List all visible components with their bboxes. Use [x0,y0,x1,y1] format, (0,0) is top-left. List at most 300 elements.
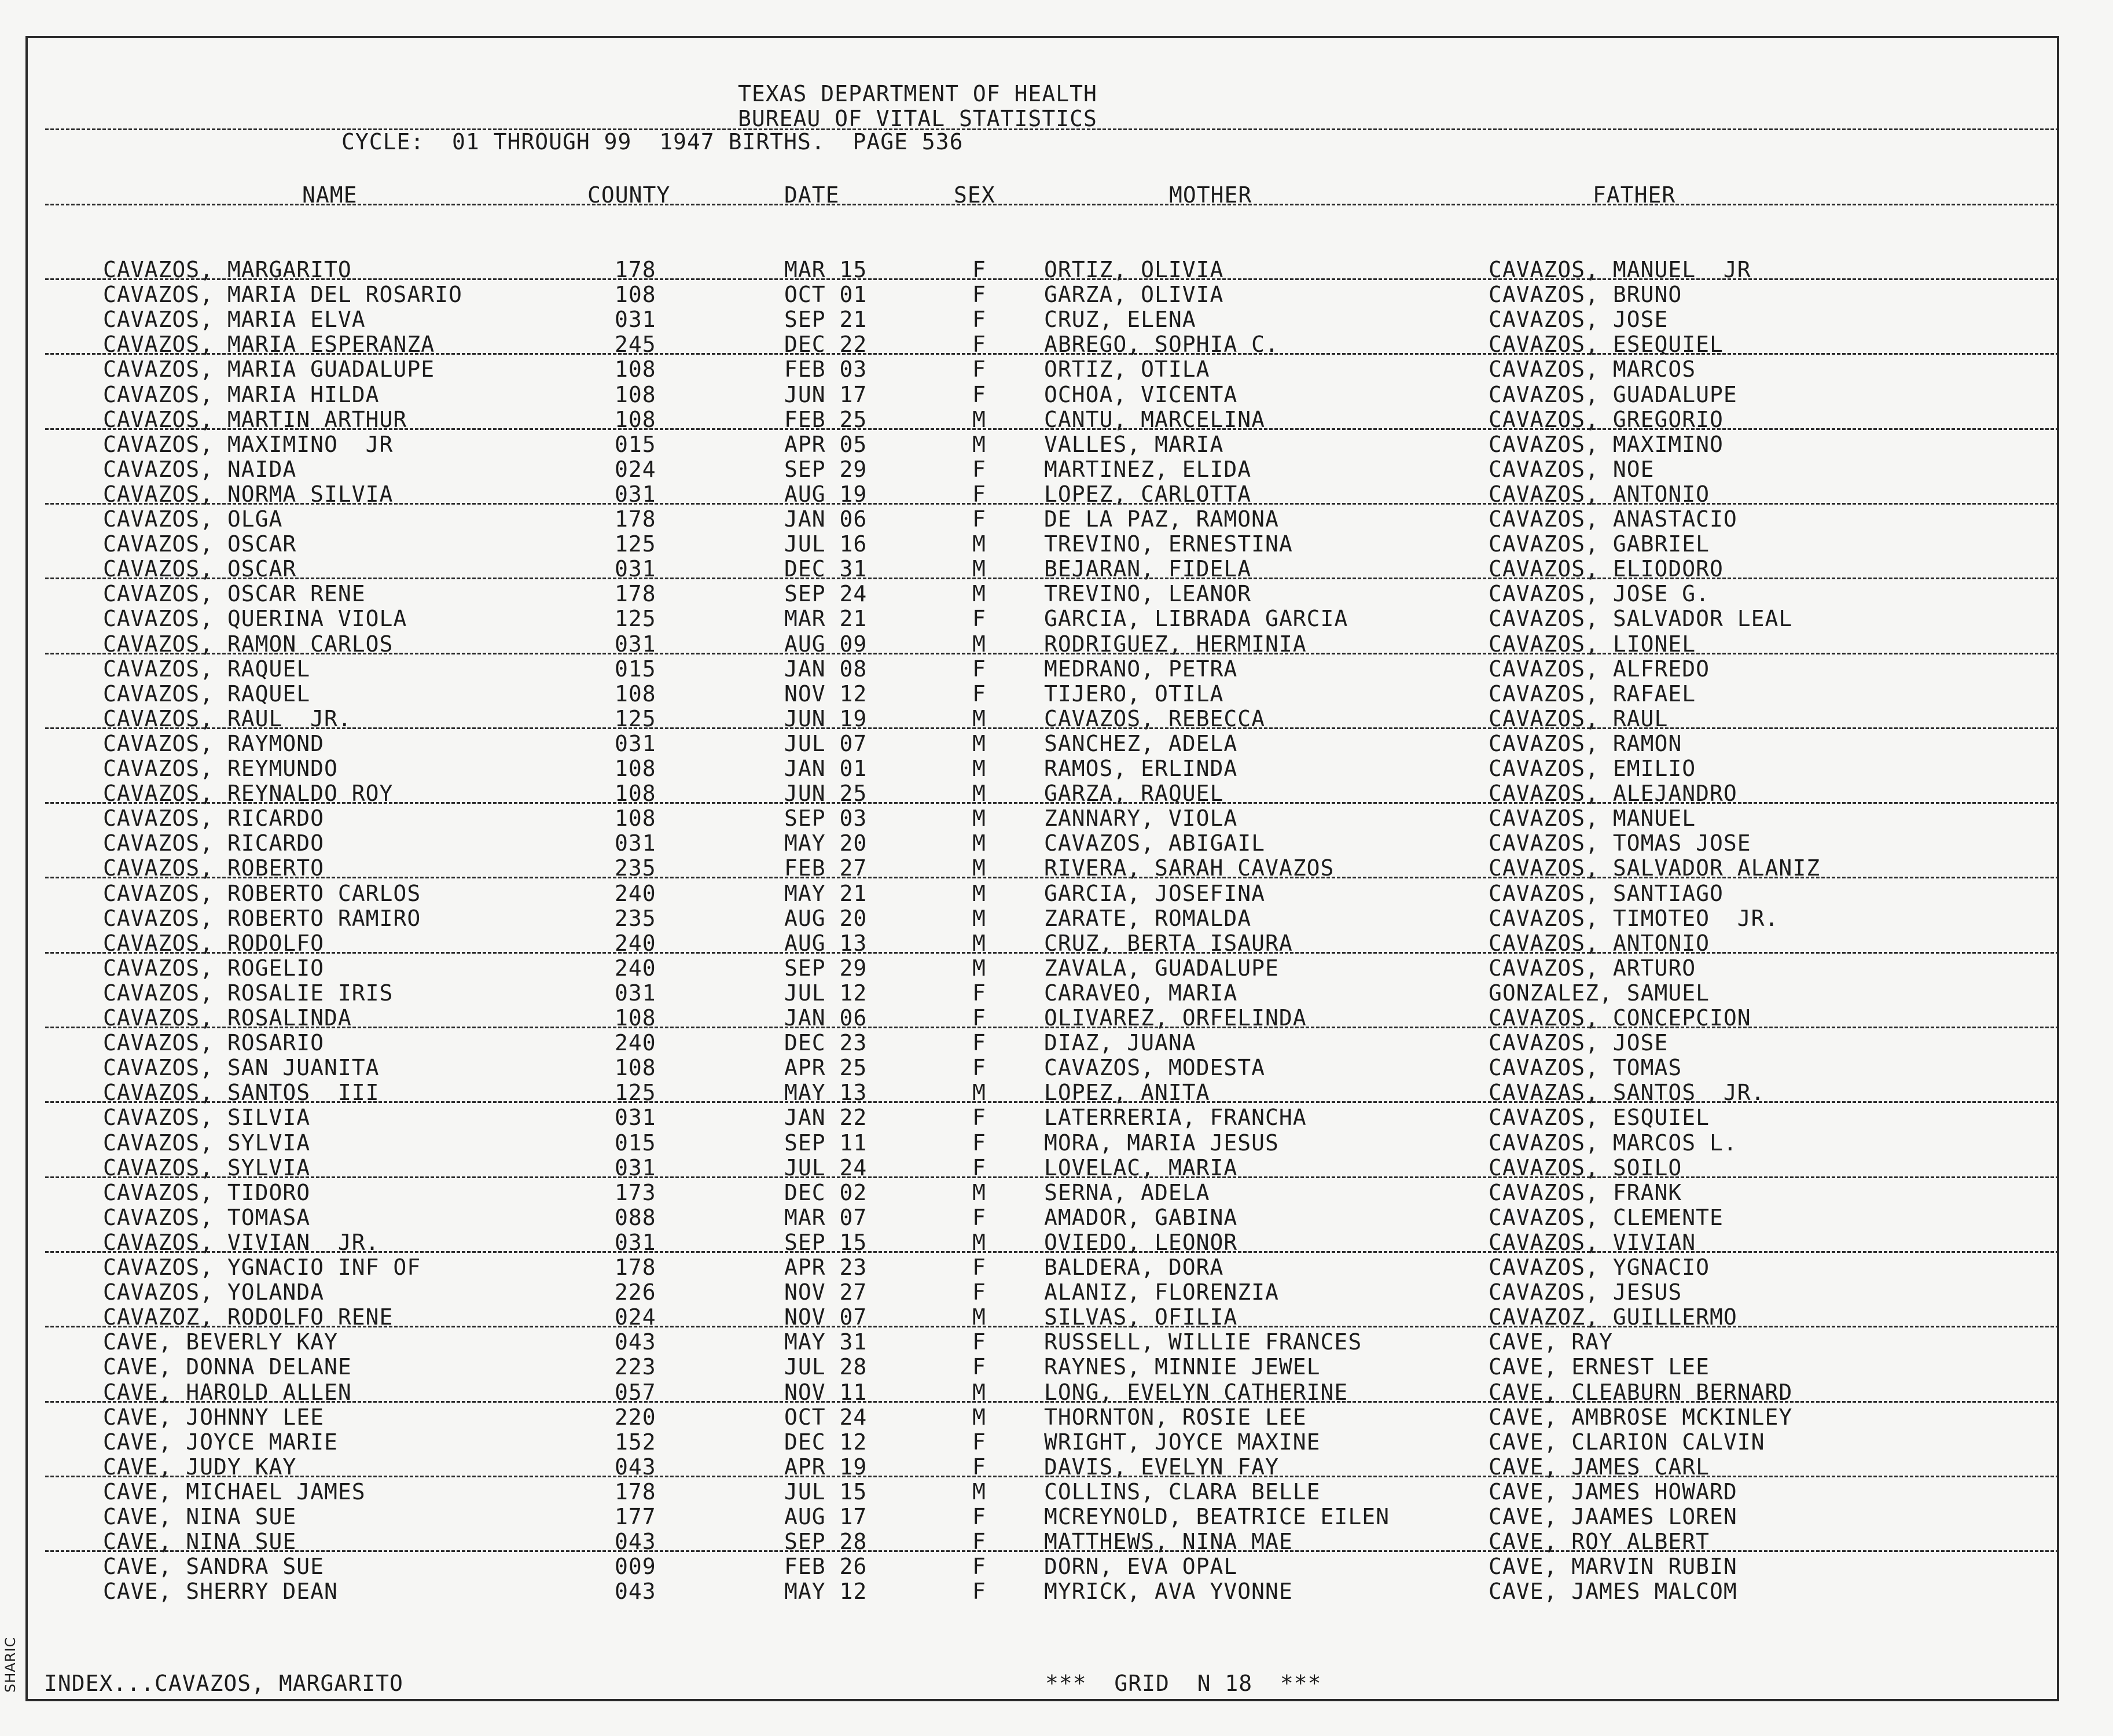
cell-mother: COLLINS, CLARA BELLE [1044,1478,1321,1505]
cell-father: CAVE, AMBROSE MCKINLEY [1489,1404,1793,1430]
cell-name: CAVAZOS, RICARDO [103,830,325,856]
cell-name: CAVAZOS, RODOLFO [103,930,325,956]
cell-father: CAVAZOS, MARCOS L. [1489,1130,1737,1156]
cell-date: JUN 19 [784,705,868,731]
cell-sex: M [972,1080,986,1106]
cell-county: 031 [615,556,656,582]
cell-mother: RODRIGUEZ, HERMINIA [1044,631,1307,657]
cell-name: CAVAZOS, MARIA ELVA [103,307,366,333]
table-row [0,1281,2113,1306]
cell-name: CAVE, MICHAEL JAMES [103,1478,366,1505]
table-row [0,308,2113,333]
cell-father: CAVAZOS, ARTURO [1489,955,1696,981]
cell-sex: M [972,1179,986,1205]
cell-date: APR 19 [784,1454,868,1480]
table-row [0,982,2113,1007]
cell-sex: F [972,1504,986,1529]
cell-county: 043 [615,1529,656,1555]
cell-father: CAVAZOS, GABRIEL [1489,531,1710,557]
cell-father: CAVAZOS, CLEMENTE [1489,1204,1724,1230]
cell-father: CAVAZOS, ANASTACIO [1489,506,1737,532]
cell-name: CAVAZOS, SYLVIA [103,1154,311,1180]
cell-county: 108 [615,1005,656,1031]
table-row [0,458,2113,483]
cell-sex: F [972,1554,986,1580]
cell-county: 031 [615,1229,656,1255]
cell-county: 043 [615,1329,656,1355]
cell-father: CAVAZOS, MARCOS [1489,356,1696,382]
cell-sex: M [972,406,986,432]
cell-father: CAVAZOS, JOSE [1489,1030,1669,1056]
cell-name: CAVAZOS, YOLANDA [103,1279,325,1305]
cell-father: CAVAZOS, YGNACIO [1489,1255,1710,1280]
cell-name: CAVAZOS, SAN JUANITA [103,1055,380,1081]
cell-county: 057 [615,1379,656,1405]
cell-father: CAVAZOS, CONCEPCION [1489,1005,1751,1031]
cell-name: CAVAZOS, TIDORO [103,1179,311,1205]
cell-mother: ALANIZ, FLORENZIA [1044,1279,1279,1305]
cell-sex: F [972,606,986,632]
cell-name: CAVE, SHERRY DEAN [103,1579,338,1605]
cell-name: CAVAZOS, ROBERTO [103,855,325,881]
cell-name: CAVAZOS, MARIA HILDA [103,381,380,407]
cell-name: CAVAZOS, ROBERTO CARLOS [103,880,421,906]
cell-date: NOV 07 [784,1304,868,1330]
cell-name: CAVAZOS, OSCAR [103,556,297,582]
cell-name: CAVAZOS, MARTIN ARTHUR [103,406,407,432]
cell-date: JUL 24 [784,1154,868,1180]
cell-sex: F [972,456,986,482]
cell-mother: LATERRERIA, FRANCHA [1044,1105,1307,1131]
cell-sex: F [972,1005,986,1031]
cell-father: CAVAZOS, FRANK [1489,1179,1682,1205]
cell-sex: F [972,1030,986,1056]
cell-county: 108 [615,381,656,407]
cell-name: CAVE, BEVERLY KAY [103,1329,338,1355]
cell-date: FEB 26 [784,1554,868,1580]
cell-county: 178 [615,257,656,282]
cell-name: CAVAZOS, SYLVIA [103,1130,311,1156]
cell-date: MAY 13 [784,1080,868,1106]
column-header-county: COUNTY [587,182,671,208]
cell-father: CAVAZOS, NOE [1489,456,1655,482]
cell-county: 108 [615,681,656,707]
table-row [0,658,2113,683]
cell-mother: LOPEZ, CARLOTTA [1044,481,1252,507]
cell-name: CAVAZOS, REYNALDO ROY [103,781,394,807]
row-rule [45,278,2059,280]
cell-mother: CAVAZOS, REBECCA [1044,705,1266,731]
table-row [0,358,2113,383]
column-header-sex: SEX [954,182,995,208]
cell-name: CAVAZOS, YGNACIO INF OF [103,1255,421,1280]
cell-sex: F [972,381,986,407]
cell-mother: THORNTON, ROSIE LEE [1044,1404,1307,1430]
row-rule [45,353,2059,355]
cell-father: CAVAZOS, ESEQUIEL [1489,332,1724,358]
cell-date: JUL 12 [784,980,868,1006]
cell-father: CAVAZOS, TIMOTEO JR. [1489,905,1779,931]
cell-date: JAN 01 [784,756,868,781]
cycle-line: CYCLE: 01 THROUGH 99 1947 BIRTHS. PAGE 536 [341,129,964,155]
cell-father: CAVAZOS, JESUS [1489,1279,1682,1305]
cell-county: 108 [615,1055,656,1081]
cell-sex: F [972,1130,986,1156]
cell-date: SEP 29 [784,456,868,482]
cell-date: OCT 24 [784,1404,868,1430]
cell-father: CAVAZOS, TOMAS [1489,1055,1682,1081]
cell-sex: F [972,481,986,507]
cell-name: CAVE, SANDRA SUE [103,1554,325,1580]
cell-county: 178 [615,581,656,607]
row-rule [45,653,2059,654]
cell-mother: RAMOS, ERLINDA [1044,756,1238,781]
cell-mother: BEJARAN, FIDELA [1044,556,1252,582]
cell-county: 178 [615,1478,656,1505]
cell-date: JUL 16 [784,531,868,557]
cell-name: CAVAZOS, NORMA SILVIA [103,481,394,507]
cell-county: 125 [615,606,656,632]
table-row [0,1555,2113,1580]
cell-county: 108 [615,756,656,781]
row-rule [45,1251,2059,1253]
cell-county: 235 [615,855,656,881]
cell-date: SEP 29 [784,955,868,981]
cell-county: 015 [615,431,656,457]
cell-county: 152 [615,1429,656,1455]
cell-county: 125 [615,1080,656,1106]
cell-date: AUG 20 [784,905,868,931]
cell-mother: MEDRANO, PETRA [1044,656,1238,682]
cell-name: CAVAZOS, ROGELIO [103,955,325,981]
cell-date: MAR 21 [784,606,868,632]
side-label: SHARIC [2,1636,19,1693]
cell-father: CAVE, JAAMES LOREN [1489,1504,1737,1529]
cell-county: 223 [615,1354,656,1380]
cell-mother: OLIVAREZ, ORFELINDA [1044,1005,1307,1031]
cell-mother: RIVERA, SARAH CAVAZOS [1044,855,1335,881]
cell-date: OCT 01 [784,282,868,308]
cell-date: DEC 22 [784,332,868,358]
cell-father: CAVAZOS, ALFREDO [1489,656,1710,682]
cell-mother: GARCIA, LIBRADA GARCIA [1044,606,1348,632]
cell-name: CAVAZOS, RAMON CARLOS [103,631,394,657]
column-header-date: DATE [784,182,840,208]
cell-mother: MARTINEZ, ELIDA [1044,456,1252,482]
cell-name: CAVAZOS, MARGARITO [103,257,352,282]
cell-sex: M [972,730,986,756]
table-row [0,433,2113,458]
cell-mother: ORTIZ, OLIVIA [1044,257,1224,282]
cell-father: CAVE, ERNEST LEE [1489,1354,1710,1380]
cell-date: NOV 12 [784,681,868,707]
cell-mother: ORTIZ, OTILA [1044,356,1210,382]
cell-mother: GARCIA, JOSEFINA [1044,880,1266,906]
table-row [0,730,2113,757]
cell-father: GONZALEZ, SAMUEL [1489,980,1710,1006]
cell-mother: MCREYNOLD, BEATRICE EILEN [1044,1504,1390,1529]
cell-sex: F [972,1329,986,1355]
table-row [0,583,2113,608]
cell-county: 031 [615,307,656,333]
cell-sex: F [972,1204,986,1230]
cell-father: CAVE, RAY [1489,1329,1613,1355]
cell-father: CAVAZOS, SOILO [1489,1154,1682,1180]
table-row [0,1204,2113,1231]
cell-county: 015 [615,1130,656,1156]
cell-father: CAVAZOS, MANUEL JR [1489,257,1751,282]
cell-county: 173 [615,1179,656,1205]
cell-county: 240 [615,880,656,906]
cell-date: JAN 06 [784,506,868,532]
cell-name: CAVAZOS, ROBERTO RAMIRO [103,905,421,931]
cell-father: CAVAZOS, SANTIAGO [1489,880,1724,906]
cell-father: CAVAZOS, TOMAS JOSE [1489,830,1751,856]
cell-mother: DORN, EVA OPAL [1044,1554,1238,1580]
cell-father: CAVAZOS, MANUEL [1489,806,1696,832]
column-header-name: NAME [302,182,358,208]
cell-mother: CAVAZOS, ABIGAIL [1044,830,1266,856]
row-rule [45,578,2059,579]
cell-sex: M [972,806,986,832]
cell-sex: M [972,955,986,981]
row-rule [45,1550,2059,1552]
cell-name: CAVAZOS, RAYMOND [103,730,325,756]
cell-father: CAVAZOS, RAMON [1489,730,1682,756]
cell-mother: VALLES, MARIA [1044,431,1224,457]
cell-father: CAVAZOS, GREGORIO [1489,406,1724,432]
table-row [0,1256,2113,1281]
cell-date: JAN 06 [784,1005,868,1031]
cell-mother: ZARATE, ROMALDA [1044,905,1252,931]
row-rule [45,1326,2059,1327]
cell-county: 024 [615,456,656,482]
cell-father: CAVAZOZ, GUILLERMO [1489,1304,1737,1330]
cell-county: 125 [615,531,656,557]
cell-county: 108 [615,406,656,432]
cell-father: CAVE, CLEABURN BERNARD [1489,1379,1793,1405]
cell-sex: F [972,1429,986,1455]
cell-sex: F [972,506,986,532]
cell-sex: M [972,880,986,906]
cell-date: SEP 28 [784,1529,868,1555]
cell-father: CAVE, JAMES MALCOM [1489,1579,1737,1605]
row-rule [45,1176,2059,1178]
cell-sex: F [972,307,986,333]
bureau-title: BUREAU OF VITAL STATISTICS [738,106,1097,131]
cell-date: SEP 15 [784,1229,868,1255]
cell-county: 031 [615,631,656,657]
cell-sex: F [972,356,986,382]
row-rule [45,428,2059,430]
cell-county: 031 [615,1105,656,1131]
cell-name: CAVE, NINA SUE [103,1504,297,1529]
cell-county: 240 [615,1030,656,1056]
cell-mother: TIJERO, OTILA [1044,681,1224,707]
cell-date: MAR 07 [784,1204,868,1230]
cell-date: DEC 31 [784,556,868,582]
cell-mother: ABREGO, SOPHIA C. [1044,332,1279,358]
cell-date: SEP 24 [784,581,868,607]
row-rule [45,952,2059,954]
table-row [0,1478,2113,1506]
cell-mother: BALDERA, DORA [1044,1255,1224,1280]
table-row [0,1179,2113,1207]
cell-sex: M [972,1404,986,1430]
cell-mother: CRUZ, BERTA ISAURA [1044,930,1293,956]
footer-grid: *** GRID N 18 *** [1045,1671,1322,1696]
cell-father: CAVAZOS, JOSE [1489,307,1669,333]
row-rule [45,503,2059,505]
cell-mother: DAVIS, EVELYN FAY [1044,1454,1279,1480]
cell-father: CAVAZOS, RAUL [1489,705,1669,731]
column-header-rule [45,204,2059,205]
cell-name: CAVAZOS, ROSARIO [103,1030,325,1056]
cell-date: APR 05 [784,431,868,457]
row-rule [45,877,2059,878]
cell-date: AUG 17 [784,1504,868,1529]
cell-name: CAVAZOS, MAXIMINO JR [103,431,394,457]
cell-mother: ZAVALA, GUADALUPE [1044,955,1279,981]
cell-date: JAN 22 [784,1105,868,1131]
table-row [0,807,2113,832]
cell-date: MAY 31 [784,1329,868,1355]
cell-mother: MORA, MARIA JESUS [1044,1130,1279,1156]
cell-father: CAVAZOS, SALVADOR LEAL [1489,606,1793,632]
cell-date: JUL 28 [784,1354,868,1380]
cell-name: CAVAZOS, RAUL JR. [103,705,352,731]
cell-sex: M [972,781,986,807]
agency-title: TEXAS DEPARTMENT OF HEALTH [738,81,1097,106]
cell-date: APR 25 [784,1055,868,1081]
cell-mother: CANTU, MARCELINA [1044,406,1266,432]
cell-father: CAVE, JAMES CARL [1489,1454,1710,1480]
cell-county: 108 [615,356,656,382]
cell-sex: M [972,556,986,582]
row-rule [45,1476,2059,1477]
cell-name: CAVAZOS, OLGA [103,506,283,532]
cell-mother: AMADOR, GABINA [1044,1204,1238,1230]
cell-sex: F [972,332,986,358]
cell-sex: F [972,1279,986,1305]
cell-date: JUL 15 [784,1478,868,1505]
cell-sex: M [972,631,986,657]
table-row [0,683,2113,708]
cell-mother: RAYNES, MINNIE JEWEL [1044,1354,1321,1380]
table-row [0,882,2113,907]
table-row [0,1580,2113,1605]
cell-county: 043 [615,1454,656,1480]
cell-county: 235 [615,905,656,931]
cell-date: JAN 08 [784,656,868,682]
cell-date: FEB 27 [784,855,868,881]
cell-mother: SILVAS, OFILIA [1044,1304,1238,1330]
cell-date: MAR 15 [784,257,868,282]
table-row [0,1431,2113,1456]
cell-date: MAY 21 [784,880,868,906]
cell-name: CAVAZOS, SILVIA [103,1105,311,1131]
cell-father: CAVAZOS, EMILIO [1489,756,1696,781]
cell-sex: F [972,656,986,682]
table-row [0,1356,2113,1381]
cell-mother: WRIGHT, JOYCE MAXINE [1044,1429,1321,1455]
cell-father: CAVAZOS, JOSE G. [1489,581,1710,607]
row-rule [45,727,2059,729]
cell-date: APR 23 [784,1255,868,1280]
cell-name: CAVE, HAROLD ALLEN [103,1379,352,1405]
cell-mother: CAVAZOS, MODESTA [1044,1055,1266,1081]
cell-sex: M [972,1478,986,1505]
cell-name: CAVAZOS, ROSALINDA [103,1005,352,1031]
row-rule [45,1027,2059,1028]
cell-sex: F [972,1529,986,1555]
cell-sex: F [972,1454,986,1480]
table-row [0,1331,2113,1356]
cell-county: 177 [615,1504,656,1529]
cell-county: 031 [615,730,656,756]
cell-mother: LONG, EVELYN CATHERINE [1044,1379,1348,1405]
cell-name: CAVAZOS, OSCAR [103,531,297,557]
cell-mother: SERNA, ADELA [1044,1179,1210,1205]
cell-mother: MATTHEWS, NINA MAE [1044,1529,1293,1555]
cell-mother: SANCHEZ, ADELA [1044,730,1238,756]
table-row [0,957,2113,982]
cell-name: CAVE, JOYCE MARIE [103,1429,338,1455]
cell-name: CAVAZOS, RICARDO [103,806,325,832]
cell-name: CAVAZOS, VIVIAN JR. [103,1229,380,1255]
cell-date: SEP 21 [784,307,868,333]
cell-mother: CARAVEO, MARIA [1044,980,1238,1006]
cell-date: AUG 09 [784,631,868,657]
cell-mother: GARZA, OLIVIA [1044,282,1224,308]
cell-father: CAVAZOS, RAFAEL [1489,681,1696,707]
cell-sex: F [972,1105,986,1131]
cell-mother: DIAZ, JUANA [1044,1030,1196,1056]
cell-name: CAVAZOS, MARIA DEL ROSARIO [103,282,462,308]
cell-name: CAVAZOS, ROSALIE IRIS [103,980,394,1006]
cell-county: 108 [615,282,656,308]
cell-mother: OVIEDO, LEONOR [1044,1229,1238,1255]
cell-father: CAVAZOS, MAXIMINO [1489,431,1724,457]
cell-name: CAVAZOS, RAQUEL [103,681,311,707]
table-row [0,832,2113,857]
cell-county: 178 [615,1255,656,1280]
cell-date: MAY 20 [784,830,868,856]
cell-name: CAVAZOS, REYMUNDO [103,756,338,781]
table-row [0,1057,2113,1082]
cell-county: 240 [615,955,656,981]
row-rule [45,802,2059,804]
cell-mother: RUSSELL, WILLIE FRANCES [1044,1329,1362,1355]
cell-county: 178 [615,506,656,532]
cell-father: CAVAZOS, SALVADOR ALANIZ [1489,855,1821,881]
cell-sex: F [972,681,986,707]
row-rule [45,1401,2059,1403]
cell-father: CAVE, JAMES HOWARD [1489,1478,1737,1505]
cell-county: 031 [615,980,656,1006]
cell-mother: LOPEZ, ANITA [1044,1080,1210,1106]
cell-sex: F [972,1154,986,1180]
cell-sex: F [972,1255,986,1280]
cell-sex: M [972,531,986,557]
cell-mother: GARZA, RAQUEL [1044,781,1224,807]
cell-father: CAVE, MARVIN RUBIN [1489,1554,1737,1580]
cell-sex: F [972,257,986,282]
cell-date: MAY 12 [784,1579,868,1605]
cell-name: CAVAZOS, SANTOS III [103,1080,380,1106]
cell-sex: M [972,581,986,607]
cell-father: CAVAZOS, LIONEL [1489,631,1696,657]
